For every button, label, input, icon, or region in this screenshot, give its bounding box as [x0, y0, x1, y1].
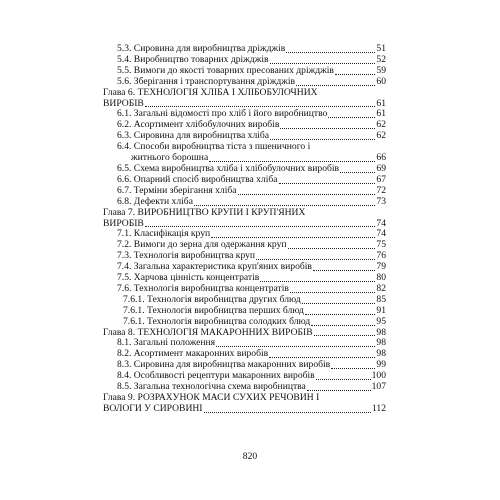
- toc-entry-page: 95: [376, 315, 386, 327]
- toc-entry: [103, 77, 386, 88]
- toc-entry-title: 8.3. Сировина для виробництва макаронних виробів: [117, 360, 331, 371]
- toc-entry-title: ВОЛОГИ У СИРОВИНІ: [103, 403, 203, 414]
- toc-entry-title: 7.5. Харчова цінність концентратів: [117, 273, 260, 284]
- toc-entry-title: 7.2. Вимоги до зерна для одержання круп: [117, 240, 287, 251]
- toc-entry: [103, 360, 386, 371]
- dot-leader: [145, 226, 376, 227]
- toc-entry-page: 69: [376, 162, 386, 174]
- dot-leader: [279, 183, 376, 184]
- toc-entry-page: 59: [376, 64, 386, 76]
- dot-leader: [288, 248, 376, 249]
- dot-leader: [260, 281, 375, 282]
- toc-entry: [103, 164, 386, 175]
- toc-entry-title: 6.7. Терміни зберігання хліба: [117, 185, 237, 196]
- dot-leader: [194, 205, 375, 206]
- toc-entry: [103, 55, 386, 66]
- toc-entry-title: 6.4. Способи виробництва тіста з пшеничного і: [117, 142, 311, 153]
- toc-entry-page: 73: [376, 195, 386, 207]
- dot-leader: [331, 368, 375, 369]
- toc-entry-page: 74: [376, 217, 386, 229]
- dot-leader: [290, 292, 375, 293]
- toc-entry: [103, 99, 386, 110]
- toc-entry-title: 7.1. Класифікація круп: [117, 229, 211, 240]
- toc-entry: [103, 131, 386, 142]
- dot-leader: [286, 52, 375, 53]
- toc-entry-title: 7.6.1. Технологія виробництва солодких блюд: [123, 316, 311, 327]
- toc-entry-title: ВИРОБІВ: [103, 98, 144, 109]
- toc-entry: [103, 153, 386, 164]
- toc-entry: [103, 404, 386, 415]
- toc-entry-title: ВИРОБІВ: [103, 218, 144, 229]
- dot-leader: [256, 259, 375, 260]
- toc-entry-page: 80: [376, 272, 386, 284]
- dot-leader: [269, 357, 375, 358]
- dot-leader: [270, 63, 376, 64]
- toc-entry-page: 66: [376, 152, 386, 164]
- dot-leader: [296, 85, 375, 86]
- toc-entry-page: 82: [376, 282, 386, 294]
- toc-entry: [103, 88, 386, 99]
- toc-entry-title: Глава 9. РОЗРАХУНОК МАСИ СУХИХ РЕЧОВИН І: [103, 393, 320, 403]
- dot-leader: [328, 117, 375, 118]
- toc-entry-page: 98: [376, 326, 386, 338]
- dot-leader: [311, 325, 375, 326]
- toc-entry-page: 98: [376, 337, 386, 349]
- toc-entry-page: 85: [376, 293, 386, 305]
- toc-entry: [103, 186, 386, 197]
- toc-entry-page: 74: [376, 228, 386, 240]
- toc-entry: [103, 262, 386, 273]
- toc-entry-title: Глава 8. ТЕХНОЛОГІЯ МАКАРОННИХ ВИРОБІВ: [103, 327, 313, 338]
- toc-entry-title: 8.5. Загальна технологічна схема виробництва: [117, 382, 306, 393]
- toc-entry: [103, 349, 386, 360]
- toc-entry-page: 76: [376, 250, 386, 262]
- toc-entry-page: 72: [376, 184, 386, 196]
- dot-leader: [270, 139, 375, 140]
- toc-entry-title: 5.4. Виробництво товарних дріжджів: [117, 54, 269, 65]
- toc-entry: [103, 66, 386, 77]
- toc-entry-title: 6.1. Загальні відомості про хліб і його виробництво: [117, 109, 328, 120]
- dot-leader: [145, 106, 376, 107]
- toc-entry: [103, 393, 386, 404]
- dot-leader: [238, 194, 376, 195]
- toc-entry-page: 99: [376, 359, 386, 371]
- toc-entry-title: 6.8. Дефекти хліба: [117, 196, 193, 207]
- toc-entry-title: 8.1. Загальні положення: [117, 338, 216, 349]
- toc-entry: [103, 317, 386, 328]
- toc-entry-title: 6.6. Опарний спосіб виробництва хліба: [117, 174, 278, 185]
- toc-entry: [103, 251, 386, 262]
- dot-leader: [307, 390, 371, 391]
- toc-entry: [103, 197, 386, 208]
- toc-entry-title: 5.5. Вимоги до якості товарних пресованих дріжджів: [117, 65, 334, 76]
- toc-entry: [103, 284, 386, 295]
- toc-entry-title: 6.3. Сировина для виробництва хліба: [117, 131, 270, 142]
- toc-entry-page: 61: [376, 108, 386, 120]
- toc-entry: [103, 142, 386, 153]
- toc-entry-page: 79: [376, 261, 386, 273]
- toc-entry-page: 67: [376, 173, 386, 185]
- toc-entry: [103, 240, 386, 251]
- dot-leader: [302, 303, 376, 304]
- dot-leader: [280, 128, 375, 129]
- dot-leader: [305, 314, 376, 315]
- toc-entry-title: Глава 6. ТЕХНОЛОГІЯ ХЛІБА І ХЛІБОБУЛОЧНИХ: [103, 87, 318, 98]
- toc-entry: [103, 229, 386, 240]
- dot-leader: [316, 379, 371, 380]
- toc-entry-page: 112: [371, 402, 386, 414]
- toc-entry-page: 60: [376, 75, 386, 87]
- toc-entry: [103, 208, 386, 219]
- dot-leader: [204, 412, 371, 413]
- dot-leader: [340, 172, 375, 173]
- toc-entry-page: 107: [371, 381, 386, 393]
- toc-entry-title: 7.6.1. Технологія виробництва перших блюд: [123, 305, 304, 316]
- toc-entry: [103, 328, 386, 339]
- toc-entry-title: 7.6. Технологія виробництва концентратів: [117, 283, 289, 294]
- table-of-contents: [103, 44, 386, 415]
- dot-leader: [211, 237, 375, 238]
- page-number: 820: [242, 451, 258, 462]
- toc-entry-page: 75: [376, 239, 386, 251]
- toc-entry-title: 7.4. Загальна характеристика круп'яних виробів: [117, 262, 312, 273]
- dot-leader: [313, 270, 375, 271]
- toc-entry-page: 51: [376, 43, 386, 54]
- toc-entry: [103, 306, 386, 317]
- toc-entry-page: 100: [371, 370, 386, 382]
- dot-leader: [335, 74, 375, 75]
- toc-entry: [103, 382, 386, 393]
- toc-entry-title: 6.5. Схема виробництва хліба і хлібобулочних виробів: [117, 163, 340, 174]
- toc-entry-page: 62: [376, 130, 386, 142]
- toc-entry-title: 7.3. Технологія виробництва круп: [117, 251, 256, 262]
- toc-entry-title: житнього борошна: [131, 153, 209, 164]
- toc-entry-page: 52: [376, 53, 386, 65]
- toc-entry-title: Глава 7. ВИРОБНИЦТВО КРУПИ І КРУП'ЯНИХ: [103, 207, 306, 218]
- toc-entry: [103, 120, 386, 131]
- toc-entry-title: 5.6. Зберігання і транспортування дріжджів: [117, 76, 296, 87]
- toc-entry: [103, 175, 386, 186]
- toc-entry: [103, 44, 386, 55]
- dot-leader: [216, 346, 375, 347]
- dot-leader: [314, 335, 376, 336]
- toc-entry: [103, 371, 386, 382]
- toc-entry: [103, 109, 386, 120]
- toc-entry-page: 91: [376, 304, 386, 316]
- toc-entry: [103, 295, 386, 306]
- toc-entry: [103, 219, 386, 230]
- toc-entry-title: 7.6.1. Технологія виробництва других блюд: [123, 294, 301, 305]
- toc-entry-title: 8.2. Асортимент макаронних виробів: [117, 349, 269, 360]
- dot-leader: [209, 161, 375, 162]
- toc-entry-title: 6.2. Асортимент хлібобулочних виробів: [117, 120, 280, 131]
- toc-entry-page: 62: [376, 119, 386, 131]
- toc-entry-title: 5.3. Сировина для виробництва дріжджів: [117, 44, 286, 54]
- toc-entry: [103, 338, 386, 349]
- toc-entry-page: 98: [376, 348, 386, 360]
- toc-entry-page: 61: [376, 97, 386, 109]
- toc-entry-title: 8.4. Особливості рецептури макаронних виробів: [117, 371, 315, 382]
- toc-entry: [103, 273, 386, 284]
